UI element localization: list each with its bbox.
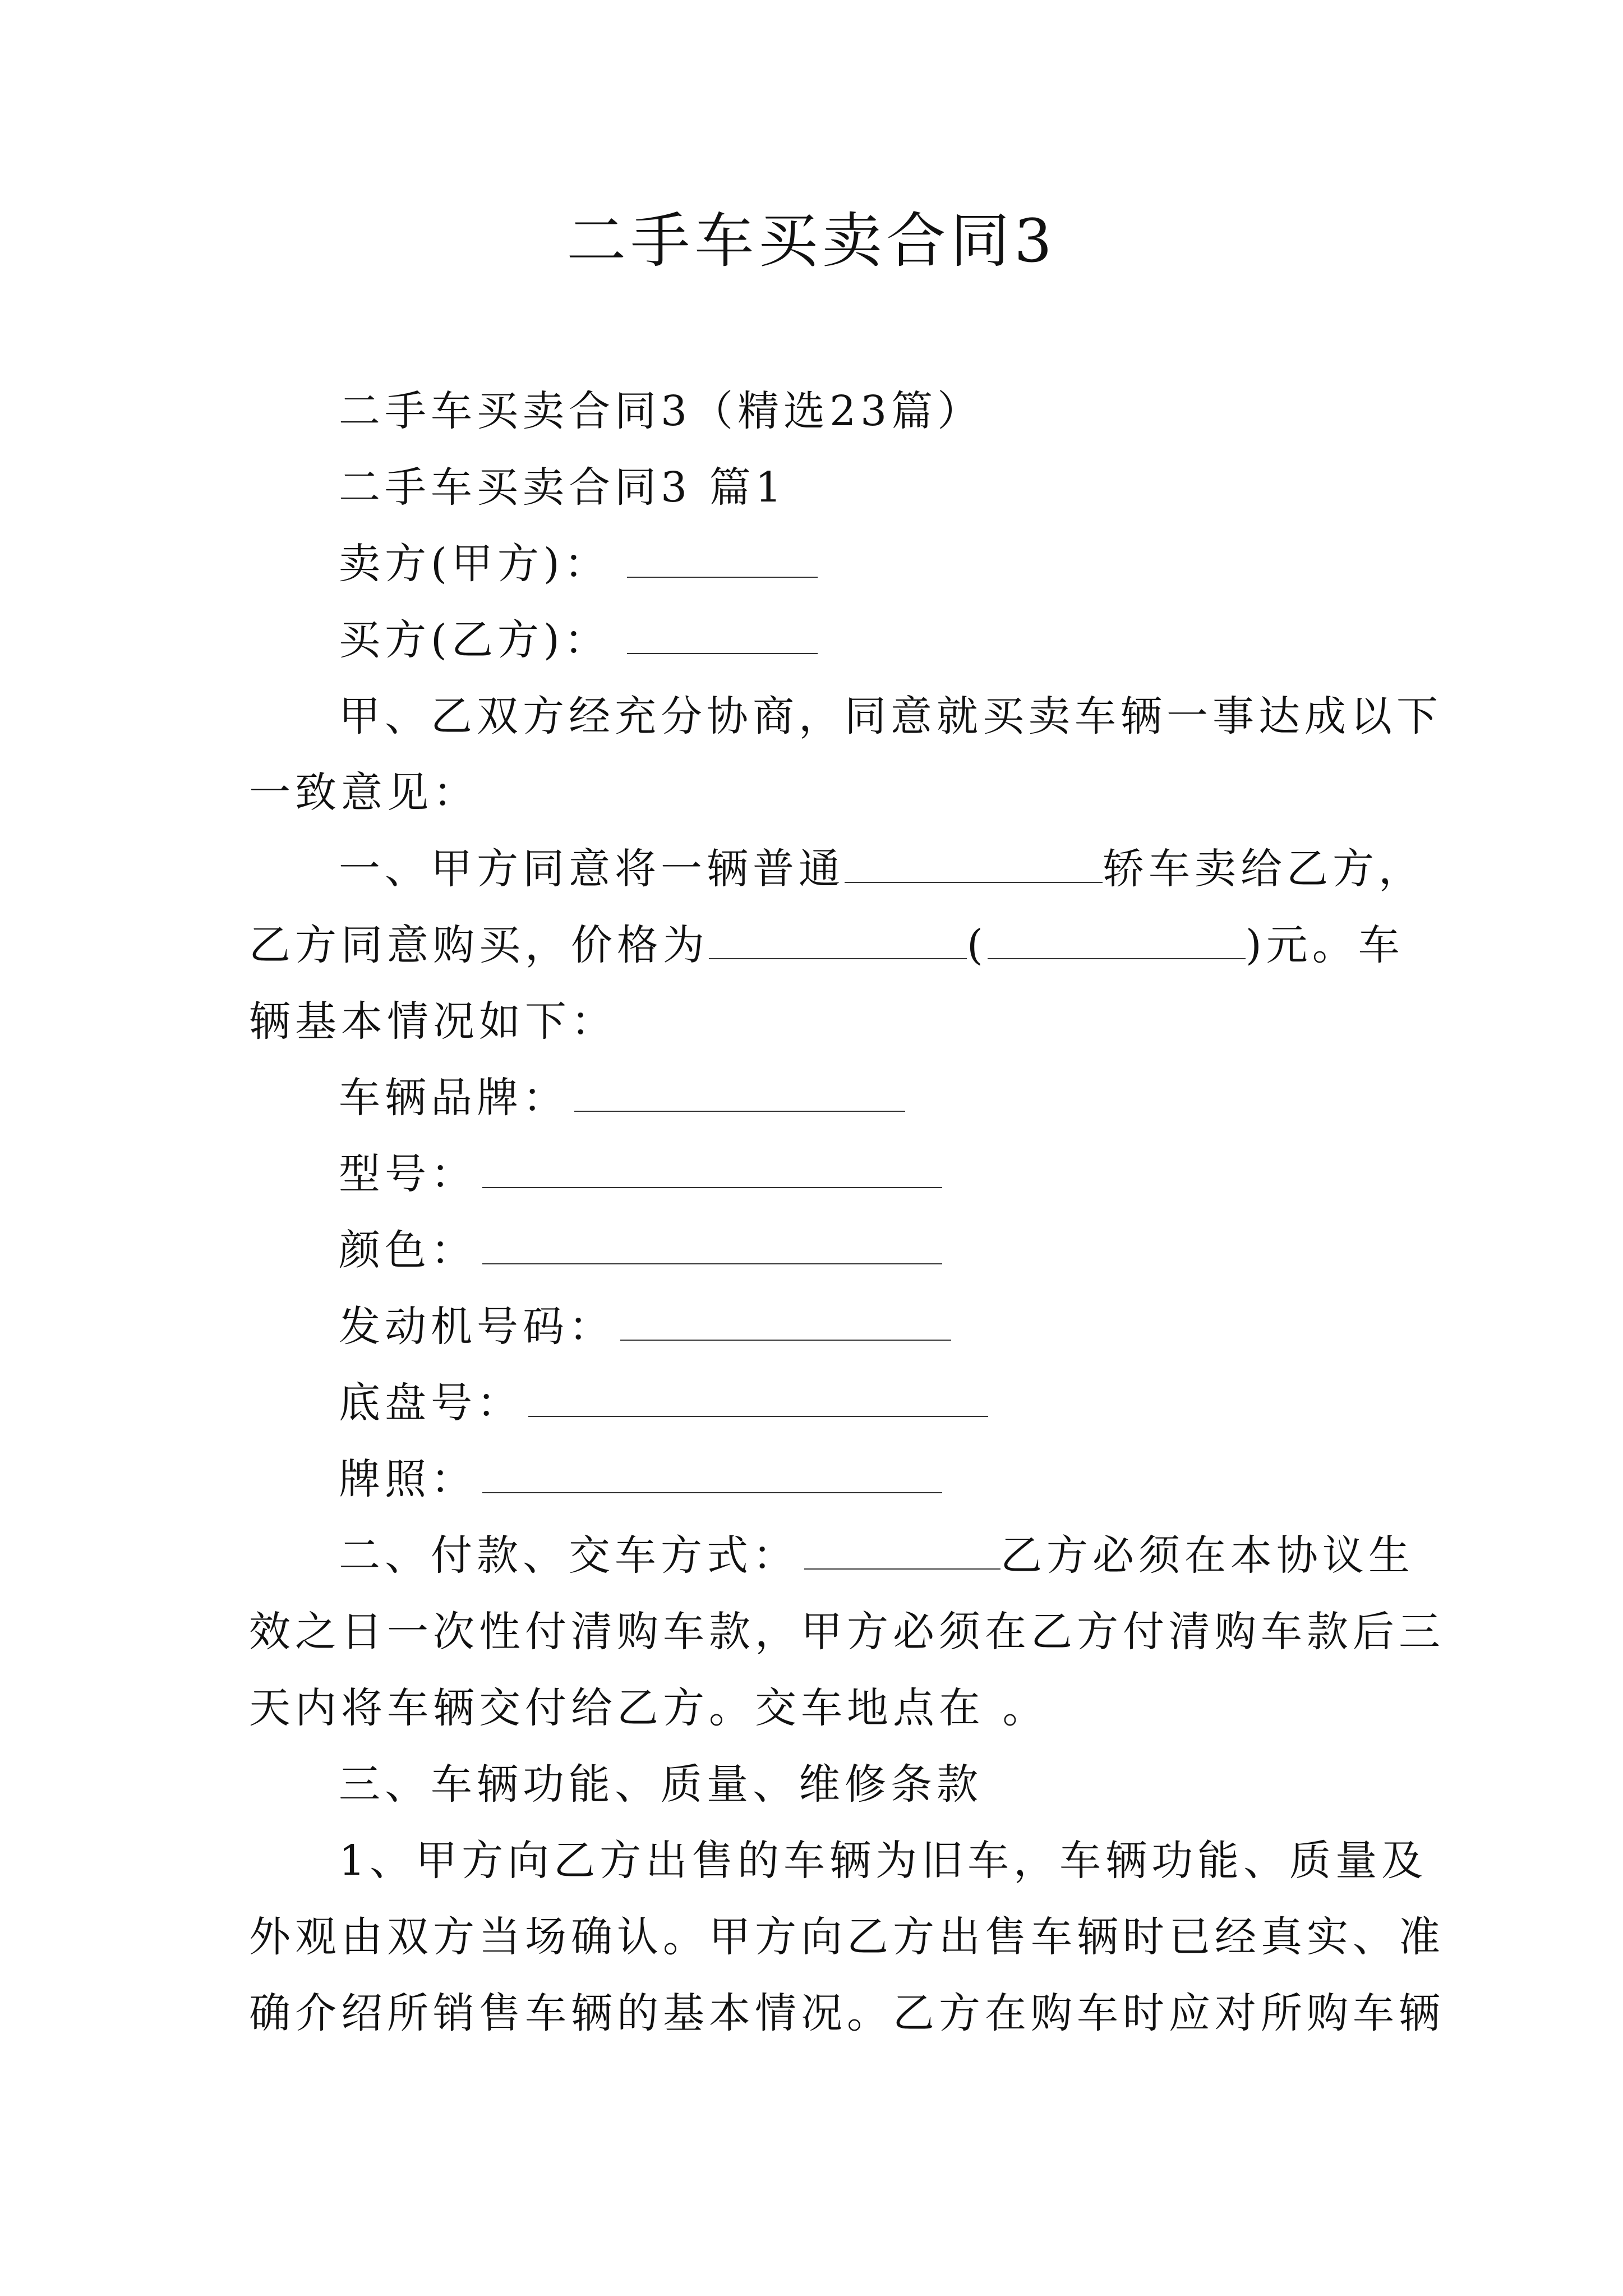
brand-blank [574, 1077, 905, 1112]
intro-line-2 [249, 754, 1382, 831]
model-blank [482, 1153, 942, 1188]
clause3-1-text-c: 确介绍所销售车辆的基本情况。乙方在购车时应对所购车辆 [249, 1989, 1445, 2037]
section-heading-text: 二手车买卖合同3 篇1 [339, 463, 786, 512]
payment-blank [804, 1535, 1000, 1570]
clause1-text-c: 辆基本情况如下： [249, 997, 617, 1046]
clause2-text-c: 效之日一次性付清购车款，甲方必须在乙方付清购车款后三 [249, 1608, 1445, 1656]
clause1-line-3 [249, 983, 1382, 1060]
seller-label: 卖方(甲方)： [339, 540, 610, 588]
buyer-label: 买方(乙方)： [339, 616, 610, 664]
chassis-line [249, 1365, 1382, 1441]
engine-blank [620, 1306, 951, 1341]
plate-line [249, 1441, 1382, 1517]
clause2-text-a: 二、付款、交车方式： [339, 1531, 799, 1580]
buyer-line [249, 602, 1382, 678]
buyer-blank [627, 619, 818, 654]
color-line [249, 1212, 1382, 1289]
clause3-1-text-b: 外观由双方当场确认。甲方向乙方出售车辆时已经真实、准 [249, 1913, 1445, 1961]
subtitle-line [249, 373, 1382, 449]
engine-label: 发动机号码： [339, 1303, 615, 1351]
intro-line-1 [249, 678, 1442, 754]
clause3-1-line-2 [249, 1899, 1445, 1975]
clause3-1-text-a: 1、甲方向乙方出售的车辆为旧车，车辆功能、质量及 [339, 1837, 1428, 1885]
clause2-text-d: 天内将车辆交付给乙方。交车地点在 。 [249, 1684, 1049, 1732]
plate-blank [482, 1458, 942, 1493]
color-blank [482, 1230, 942, 1264]
section-heading-line [249, 449, 1382, 526]
model-label: 型号： [339, 1150, 477, 1198]
price-words-blank [988, 924, 1246, 959]
clause2-line-1 [249, 1517, 1414, 1594]
color-label: 颜色： [339, 1226, 477, 1274]
plate-label: 牌照： [339, 1455, 477, 1503]
chassis-blank [528, 1382, 988, 1417]
document-body [249, 373, 1445, 2051]
clause1-text-a: 一、甲方同意将一辆普通 [339, 845, 845, 893]
price-blank [709, 924, 967, 959]
chassis-label: 底盘号： [339, 1379, 523, 1427]
clause1-line-1 [249, 831, 1424, 907]
clause3-heading: 三、车辆功能、质量、维修条款 [339, 1760, 983, 1809]
clause3-1-line-1 [249, 1823, 1428, 1899]
clause1-text-b: 轿车卖给乙方， [1103, 845, 1424, 893]
engine-line [249, 1289, 1382, 1365]
intro-text-1: 甲、乙双方经充分协商，同意就买卖车辆一事达成以下 [339, 692, 1442, 740]
paren-open: ( [967, 921, 988, 969]
clause1-price-text: 乙方同意购买，价格为 [249, 921, 709, 969]
car-type-blank [845, 848, 1103, 883]
seller-blank [627, 543, 818, 578]
clause3-1-line-3 [249, 1975, 1445, 2051]
subtitle-text: 二手车买卖合同3（精选23篇） [339, 387, 984, 435]
clause2-line-3 [249, 1670, 1382, 1746]
intro-text-2: 一致意见： [249, 769, 479, 817]
clause2-line-2 [249, 1594, 1445, 1670]
clause3-heading-line [249, 1746, 1382, 1823]
clause2-text-b: 乙方必须在本协议生 [1000, 1531, 1414, 1580]
seller-line [249, 526, 1382, 602]
document-title: 二手车买卖合同3 [566, 206, 1057, 275]
brand-label: 车辆品牌： [339, 1074, 569, 1122]
clause1-line-2 [249, 907, 1404, 983]
model-line [249, 1136, 1382, 1212]
brand-line [249, 1060, 1382, 1136]
clause1-yuan-text: )元。车 [1245, 921, 1404, 969]
